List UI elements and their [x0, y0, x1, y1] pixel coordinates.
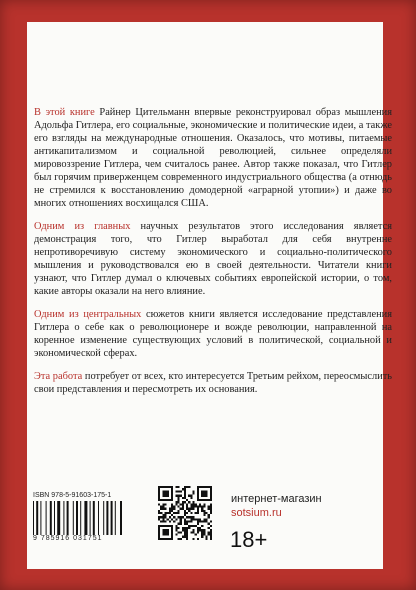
paragraph-lead: В этой книге: [34, 107, 95, 118]
qr-code-icon: [158, 486, 212, 540]
paragraph-2: [34, 220, 392, 298]
store-label: интернет-магазин: [231, 493, 322, 505]
barcode-icon: [31, 501, 147, 535]
isbn-block: [31, 492, 151, 544]
paragraph-body: сюжетов книги является исследование представления Гитлера о себе как о революционере и вожде революции, направленной на коренное изменение существующих условий в политической, социальной и экономической сферах.: [34, 309, 393, 359]
paragraph-body: научных результатов этого исследования является демонстрация того, что Гитлер выработал для себя внутренне непротиворечивую систему экономического и социально-политического мышления и руководствовался ею в своей деятельности. Читатели книги узнают, что Гитлер думал о ключевых событиях европейской истории, о том, какие авторы оказали на него влияние.: [34, 221, 392, 297]
paragraph-3: [34, 308, 392, 360]
paragraph-lead: Одним из центральных: [34, 309, 142, 320]
paragraph-body: Райнер Цительманн впервые реконструировал образ мышления Адольфа Гитлера, его социальные, экономические и политические идеи, а также его взгляды на международные отношения. Оказалось, что мотивы, питаемые антикапитализмом и социальной революцией, сильнее определяли мировоззрение Гитлера, чем считалось ранее. Автор также показал, что Гитлер был горячим приверженцем современного индустриального общества (а отнюдь не стремился к восстановлению домодерной «аграрной утопии») и даже во многих отношениях восхищался США.: [34, 107, 393, 209]
paragraph-1: [34, 106, 392, 210]
age-rating-badge: 18+: [230, 527, 268, 552]
paragraph-lead: Одним из главных: [34, 221, 131, 232]
barcode-digits: 9 785916 031751: [33, 535, 103, 542]
paragraph-body: потребует от всех, кто интересуется Третьим рейхом, переосмыслить свои представления и пересмотреть их основания.: [34, 371, 392, 395]
isbn-label: ISBN 978-5-91603-175-1: [33, 492, 112, 499]
store-url-link[interactable]: sotsium.ru: [231, 507, 282, 519]
paragraph-lead: Эта работа: [34, 371, 83, 382]
description-text: [34, 106, 392, 406]
paragraph-4: [34, 370, 392, 396]
